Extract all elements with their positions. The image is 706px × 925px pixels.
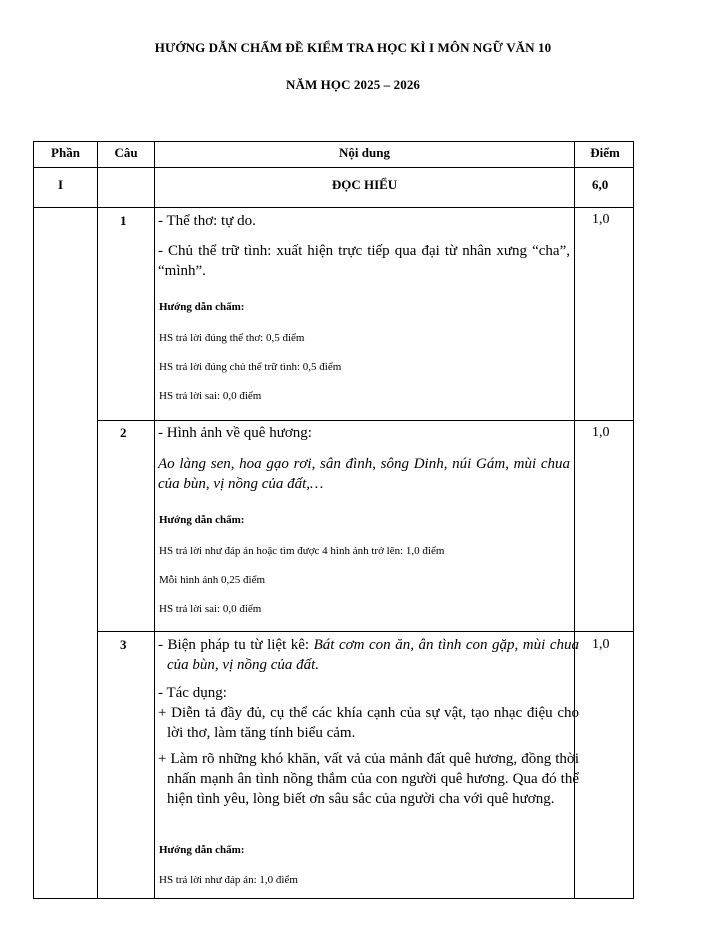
q3-device-prefix: - Biện pháp tu từ liệt kê:	[158, 637, 314, 653]
table-row-divider	[97, 420, 634, 421]
header-question: Câu	[114, 145, 138, 160]
table-row-divider	[33, 167, 634, 168]
q3-guide-item: HS trả lời như đáp án: 1,0 điểm	[159, 874, 298, 886]
header-part: Phần	[51, 145, 80, 160]
q2-images-heading: - Hình ảnh về quê hương:	[158, 425, 312, 441]
table-border-bottom	[33, 898, 634, 899]
table-row-divider	[33, 207, 634, 208]
q2-guide-item: Mỗi hình ảnh 0,25 điểm	[159, 574, 266, 586]
question-2-score: 1,0	[592, 425, 610, 440]
q1-guide-item: HS trả lời đúng thể thơ: 0,5 điểm	[159, 332, 305, 344]
q2-images-list: Ao làng sen, hoa gạo rơi, sân đình, sông Dinh, núi Gám, mùi chua của bùn, vị nồng của đất,…	[158, 456, 570, 492]
q2-guide-item: HS trả lời sai: 0,0 điểm	[159, 603, 262, 615]
document-title: HƯỚNG DẪN CHẤM ĐỀ KIỂM TRA HỌC KÌ I MÔN NGỮ VĂN 10	[154, 40, 552, 55]
question-2-number: 2	[120, 425, 127, 440]
q2-guide-item: HS trả lời như đáp án hoặc tìm được 4 hình ảnh trở lên: 1,0 điểm	[159, 545, 445, 557]
q3-guide-label: Hướng dẫn chấm:	[159, 844, 245, 856]
question-3-score: 1,0	[592, 637, 610, 652]
q1-guide-item: HS trả lời sai: 0,0 điểm	[159, 390, 262, 402]
question-3-number: 3	[120, 637, 127, 652]
q1-lyric-subject: - Chủ thể trữ tình: xuất hiện trực tiếp qua đại từ nhân xưng “cha”, “mình”.	[158, 243, 570, 279]
q2-guide-label: Hướng dẫn chấm:	[159, 514, 245, 526]
table-border-left	[33, 141, 34, 899]
section-score: 6,0	[592, 177, 609, 192]
question-1-number: 1	[120, 213, 127, 228]
header-score: Điểm	[590, 145, 620, 160]
q1-poem-form: - Thể thơ: tự do.	[158, 213, 256, 229]
school-year: NĂM HỌC 2025 – 2026	[285, 77, 421, 92]
table-row-divider	[97, 631, 634, 632]
q3-effect-label: - Tác dụng:	[158, 685, 227, 701]
table-column-divider	[97, 141, 98, 899]
question-1-score: 1,0	[592, 212, 610, 227]
section-title: ĐỌC HIỂU	[331, 177, 398, 192]
q1-guide-label: Hướng dẫn chấm:	[159, 301, 245, 313]
q3-effect-2: + Làm rõ những khó khăn, vất vả của mảnh đất quê hương, đồng thời nhấn mạnh ân tình nồng thắm của con người quê hương. Qua đó thể hiện tình yêu, lòng biết ơn sâu sắc của người cha với quê hương.	[158, 751, 579, 807]
q3-rhetorical-device	[158, 635, 579, 675]
table-border-right	[633, 141, 634, 899]
q3-effect-1: + Diễn tả đầy đủ, cụ thể các khía cạnh của sự vật, tạo nhạc điệu cho lời thơ, làm tăng tính biểu cảm.	[158, 705, 579, 741]
table-border-top	[33, 141, 634, 142]
table-column-divider	[154, 141, 155, 899]
section-part-number: I	[58, 177, 64, 192]
q1-guide-item: HS trả lời đúng chủ thể trữ tình: 0,5 điểm	[159, 361, 342, 373]
header-content: Nội dung	[339, 145, 390, 160]
q3-device-quote: Bát cơm con ăn, ân tình con gặp, mùi chua của bùn, vị nồng của đất.	[167, 637, 579, 673]
